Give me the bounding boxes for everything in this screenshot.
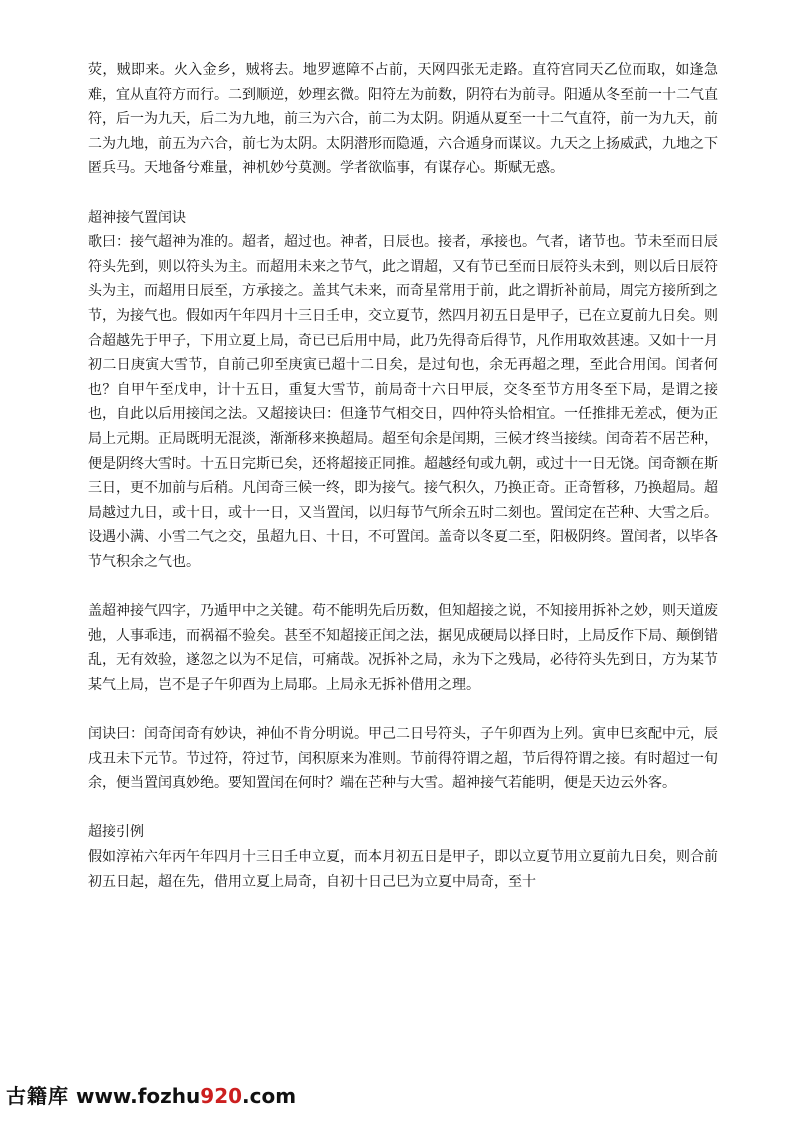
site-url-prefix: www.fozhu: [75, 1084, 201, 1108]
footer-watermark: [6, 1082, 296, 1110]
paragraph-chaoshen-keys: 盖超神接气四字，乃遁甲中之关键。苟不能明先后历数，但知超接之说，不知接用拆补之妙，则天道废弛，人事乖违，而祸福不验矣。甚至不知超接正闰之法，据见成硬局以择日时，上局反作下局、颠倒错乱，无有效验，遂忽之以为不足信，可痛哉。况拆补之局，永为下之残局，必待符头先到日，方为某节某气上局，岂不是子午卯酉为上局耶。上局永无拆补借用之理。: [88, 603, 718, 693]
paragraph-intro: 荧，贼即来。火入金乡，贼将去。地罗遮障不占前，天网四张无走路。直符宫同天乙位而取，如逢急难，宜从直符方而行。二到顺逆，妙理玄微。阳符左为前数，阴符右为前寻。阳遁从冬至前一十二气直符，后一为九天，后二为九地，前三为六合，前二为太阴。阴遁从夏至一十二气直符，前一为九天，前二为九地，前五为六合，前七为太阴。太阴潜形而隐遁，六合遁身而谋议。九天之上扬威武，九地之下匿兵马。天地备兮难量，神机妙兮莫测。学者欲临事，有谋存心。斯赋无惑。: [88, 62, 718, 177]
paragraph-gap: [88, 697, 718, 722]
paragraph-run-verse: 闰诀曰：闰奇闰奇有妙诀，神仙不肯分明说。甲己二日号符头，子午卯酉为上列。寅申巳亥配中元，辰戌丑未下元节。节过符，符过节，闰积原来为准则。节前得符谓之超，节后得符谓之接。有时超过一旬余，便当置闰真妙绝。要知置闰在何时？端在芒种与大雪。超神接气若能明，便是天边云外客。: [88, 726, 718, 792]
paragraph-examples-body: 假如淳祐六年丙午年四月十三日壬申立夏，而本月初五日是甲子，即以立夏节用立夏前九日矣，则合前初五日起，超在先，借用立夏上局奇，自初十日己巳为立夏中局奇，至十: [88, 849, 718, 890]
paragraph-gap: [88, 181, 718, 206]
paragraph-chaoshen-body: 歌曰：接气超神为准的。超者，超过也。神者，日辰也。接者，承接也。气者，诸节也。节未至而日辰符头先到，则以符头为主。而超用未来之节气，此之谓超，又有节已至而日辰符头未到，则以后日辰符头为主，而超用日辰至，方承接之。盖其气未来，而奇星常用于前，此之谓折补前局，周完方接所到之节，为接气也。假如丙午年四月十三日壬申，交立夏节，然四月初五日是甲子，已在立夏前九日矣。则合超越先于甲子，下用立夏上局，奇已已后用中局，此乃先得奇后得节，凡作用取效甚速。又如十一月初二日庚寅大雪节，自前己卯至庚寅已超十二日矣，是过旬也，余无再超之理，至此合用闰。闰者何也？自甲午至戊申，计十五日，重复大雪节，前局奇十六日甲辰，交冬至节方用冬至下局，是谓之接也，自此以后用接闰之法。又超接诀曰：但逢节气相交日，四仲符头恰相宜。一任推排无差忒，便为正局上元期。正局既明无混淡，渐渐移来换超局。超至旬余是闰期，三候才终当接续。闰奇若不居芒种，便是阴终大雪时。十五日完斯已矣，还将超接正同推。超越经旬或九朝，或过十一日无饶。闰奇额在斯三日，更不加前与后稍。凡闰奇三候一终，即为接气。接气积久，乃换正奇。正奇暂移，乃换超局。超局越过九日，或十日，或十一日，又当置闰，以归每节气所余五时二刻也。置闰定在芒种、大雪之后。设遇小满、小雪二气之交，虽超九日、十日，不可置闰。盖奇以冬夏二至，阳极阴终。置闰者，以毕各节气积余之气也。: [88, 234, 718, 570]
site-url-suffix: .com: [242, 1084, 297, 1108]
site-name: 古籍库: [6, 1084, 69, 1108]
document-page: [88, 58, 718, 894]
site-url-accent: 920: [200, 1084, 243, 1108]
section-heading-examples: 超接引例: [88, 824, 144, 841]
paragraph-gap: [88, 796, 718, 821]
section-heading-chaoshen: 超神接气置闰诀: [88, 209, 186, 226]
paragraph-gap: [88, 574, 718, 599]
